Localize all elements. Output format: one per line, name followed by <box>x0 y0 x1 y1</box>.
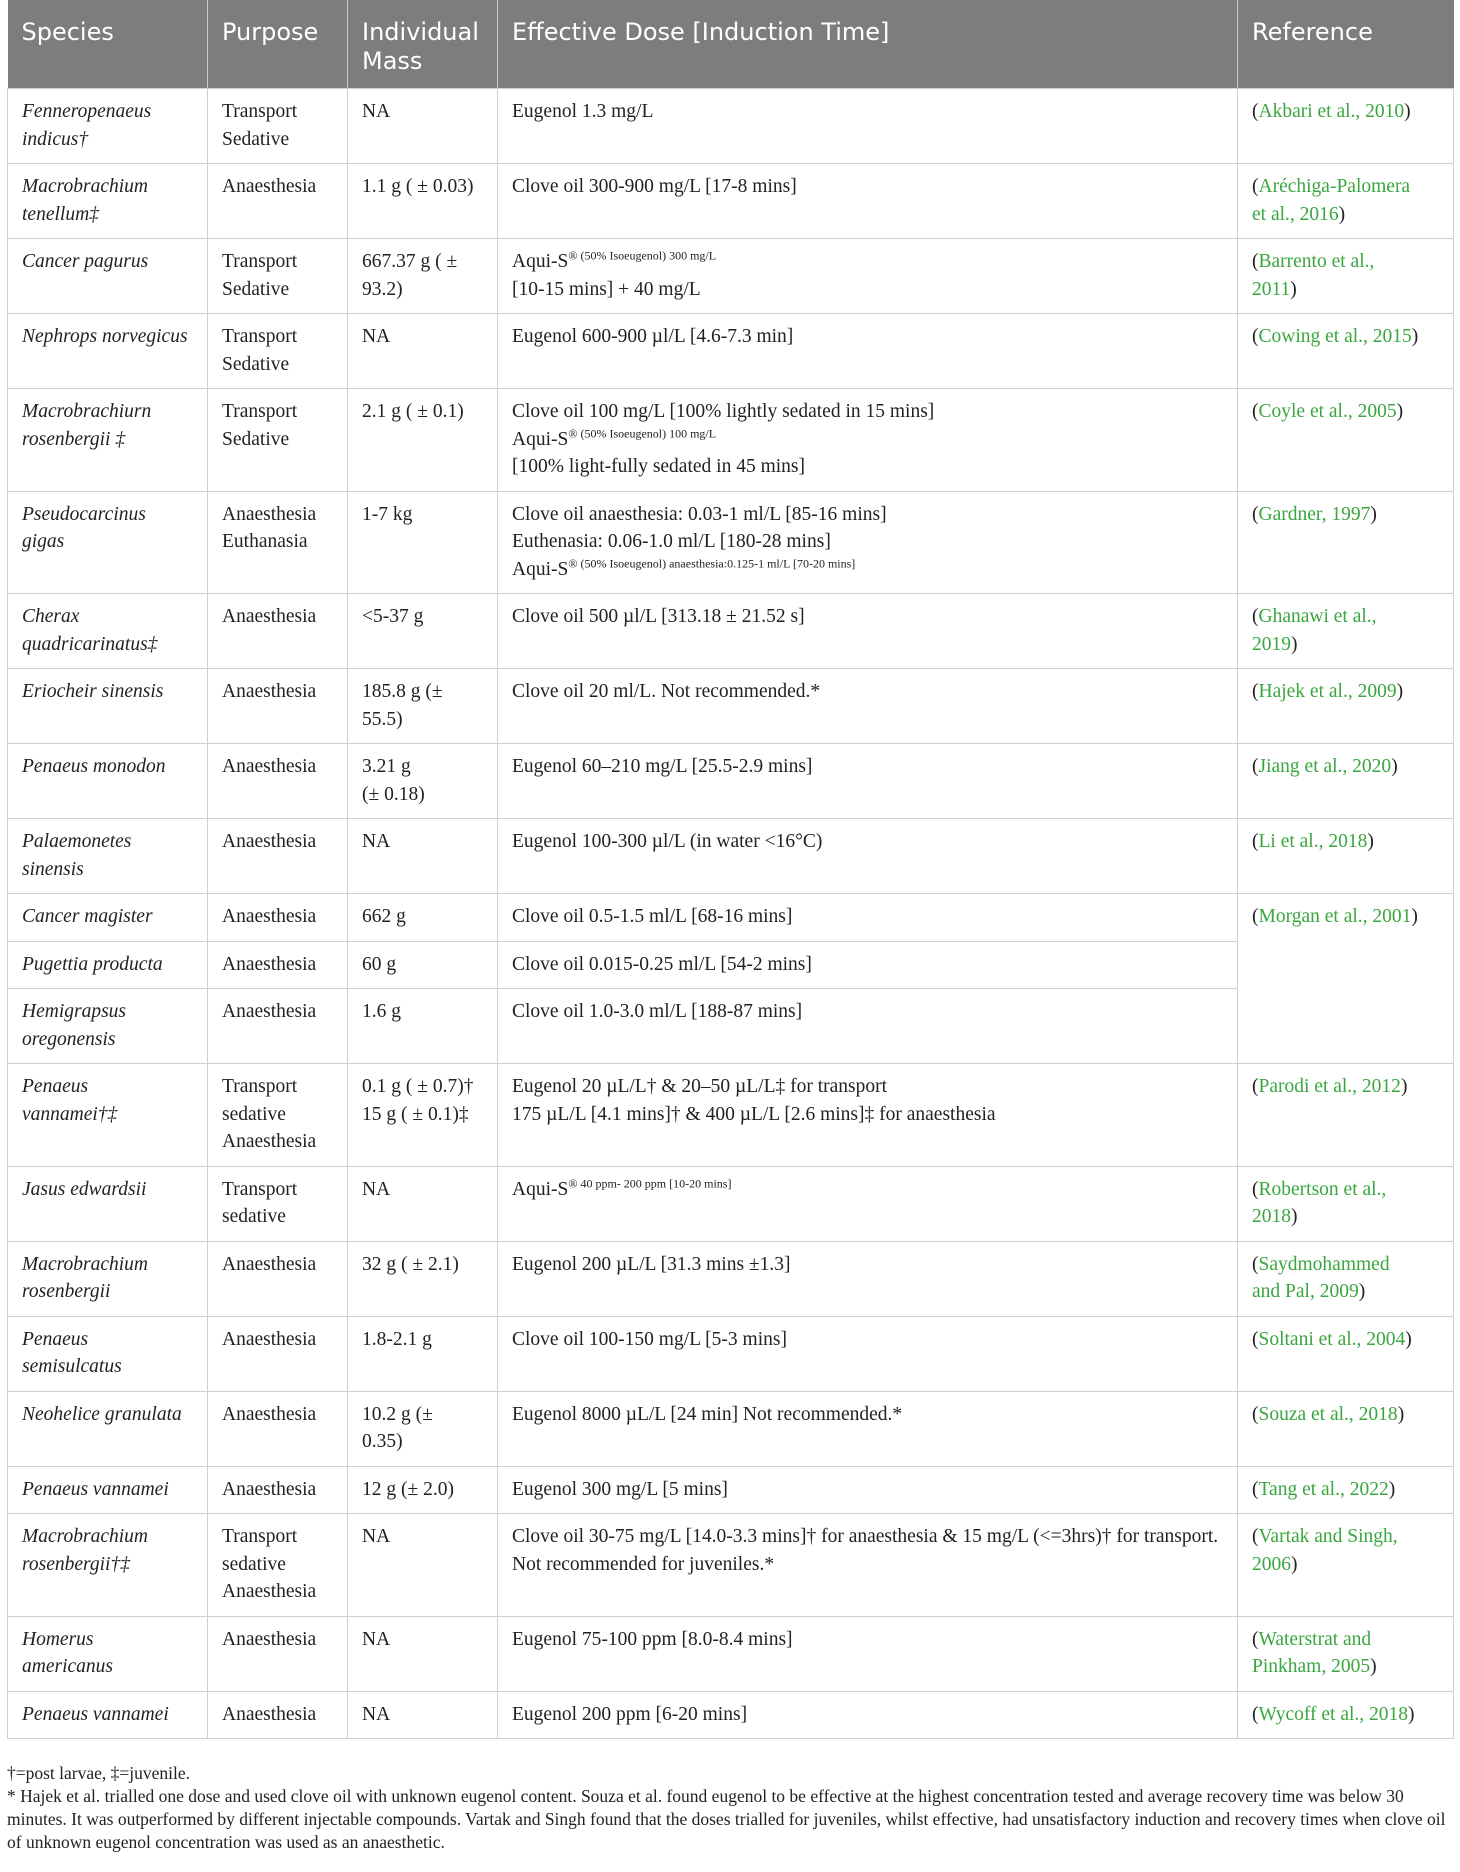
table-row <box>8 1316 1454 1391</box>
mass-cell: NA <box>348 1616 498 1691</box>
reference-link[interactable]: (Akbari et al., 2010) <box>1238 89 1454 164</box>
table-row <box>8 1616 1454 1691</box>
header-effective-dose: Effective Dose [Induction Time] <box>498 0 1238 89</box>
purpose-cell: Transport Sedative <box>208 314 348 389</box>
purpose-cell: Anaesthesia <box>208 1616 348 1691</box>
species-cell: Homerus americanus <box>8 1616 208 1691</box>
dose-cell: Eugenol 20 µL/L† & 20–50 µL/L‡ for transport 175 µL/L [4.1 mins]† & 400 µL/L [2.6 mins]‡ for anaesthesia <box>498 1064 1238 1167</box>
dose-cell: Clove oil 1.0-3.0 ml/L [188-87 mins] <box>498 989 1238 1064</box>
dose-cell: Aqui-$S^{® (50\% Isoeugenol) 300 mg/L}$ [10-15 mins] + 40 mg/L <box>498 239 1238 314</box>
species-cell: Cherax quadricarinatus‡ <box>8 594 208 669</box>
reference-link[interactable]: (Hajek et al., 2009) <box>1238 669 1454 744</box>
mass-cell: <5-37 g <box>348 594 498 669</box>
purpose-cell: Transport sedative <box>208 1166 348 1241</box>
mass-cell: 60 g <box>348 941 498 989</box>
reference-link[interactable]: (Cowing et al., 2015) <box>1238 314 1454 389</box>
table-row <box>8 1241 1454 1316</box>
species-cell: Penaeus vannamei†‡ <box>8 1064 208 1167</box>
species-cell: Penaeus vannamei <box>8 1691 208 1739</box>
purpose-cell: Anaesthesia <box>208 669 348 744</box>
mass-cell: 2.1 g ( ± 0.1) <box>348 389 498 492</box>
purpose-cell: Anaesthesia <box>208 1691 348 1739</box>
table-row <box>8 491 1454 594</box>
table-row <box>8 894 1454 942</box>
purpose-cell: Anaesthesia <box>208 989 348 1064</box>
registered-mark: ® 40 ppm- 200 ppm [10-20 mins] <box>568 1176 732 1190</box>
table-row <box>8 164 1454 239</box>
reference-link[interactable]: (Barrento et al., 2011) <box>1238 239 1454 314</box>
species-cell: Cancer magister <box>8 894 208 942</box>
purpose-cell: Anaesthesia <box>208 1316 348 1391</box>
header-row <box>8 0 1454 89</box>
mass-cell: NA <box>348 1691 498 1739</box>
reference-link[interactable]: (Ghanawi et al., 2019) <box>1238 594 1454 669</box>
purpose-cell: Transport sedative Anaesthesia <box>208 1064 348 1167</box>
reference-link[interactable]: (Robertson et al., 2018) <box>1238 1166 1454 1241</box>
species-cell: Cancer pagurus <box>8 239 208 314</box>
species-cell: Macrobrachium tenellum‡ <box>8 164 208 239</box>
dose-cell: Eugenol 1.3 mg/L <box>498 89 1238 164</box>
table-row <box>8 1514 1454 1617</box>
dose-cell: Eugenol 100-300 µl/L (in water <16°C) <box>498 819 1238 894</box>
table-row <box>8 819 1454 894</box>
mass-cell: NA <box>348 89 498 164</box>
reference-link[interactable]: (Gardner, 1997) <box>1238 491 1454 594</box>
reference-link[interactable]: (Jiang et al., 2020) <box>1238 744 1454 819</box>
species-cell: Macrobrachiurn rosenbergii ‡ <box>8 389 208 492</box>
table-row <box>8 314 1454 389</box>
species-cell: Penaeus semisulcatus <box>8 1316 208 1391</box>
dose-cell: Aqui-$S^{® 40 ppm- 200 ppm [10-20 mins]}$ <box>498 1166 1238 1241</box>
header-species: Species <box>8 0 208 89</box>
mass-cell: 12 g (± 2.0) <box>348 1466 498 1514</box>
table-row <box>8 989 1454 1064</box>
reference-link[interactable]: (Vartak and Singh, 2006) <box>1238 1514 1454 1617</box>
purpose-cell: Anaesthesia <box>208 594 348 669</box>
reference-link[interactable]: (Coyle et al., 2005) <box>1238 389 1454 492</box>
mass-cell: 1.8-2.1 g <box>348 1316 498 1391</box>
table-row <box>8 1391 1454 1466</box>
table-row <box>8 239 1454 314</box>
reference-link[interactable]: (Aréchiga-Palomera et al., 2016) <box>1238 164 1454 239</box>
registered-mark: ® (50% Isoeugenol) 100 mg/L <box>568 426 717 440</box>
footnote-symbols: †=post larvae, ‡=juvenile. <box>7 1763 191 1783</box>
mass-cell: NA <box>348 314 498 389</box>
purpose-cell: Anaesthesia <box>208 894 348 942</box>
mass-cell: 32 g ( ± 2.1) <box>348 1241 498 1316</box>
purpose-cell: Anaesthesia <box>208 819 348 894</box>
species-cell: Neohelice granulata <box>8 1391 208 1466</box>
registered-mark: ® (50% Isoeugenol) anaesthesia:0.125-1 ml/L [70-20 mins] <box>568 556 856 570</box>
anaesthetic-dose-table <box>7 0 1454 1739</box>
reference-link[interactable]: (Waterstrat and Pinkham, 2005) <box>1238 1616 1454 1691</box>
dose-cell: Clove oil 500 µl/L [313.18 ± 21.52 s] <box>498 594 1238 669</box>
table-row <box>8 89 1454 164</box>
reference-link[interactable]: (Morgan et al., 2001) <box>1238 894 1454 1064</box>
mass-cell: 667.37 g ( ± 93.2) <box>348 239 498 314</box>
dose-cell: Eugenol 600-900 µl/L [4.6-7.3 min] <box>498 314 1238 389</box>
reference-link[interactable]: (Tang et al., 2022) <box>1238 1466 1454 1514</box>
mass-cell: 1.1 g ( ± 0.03) <box>348 164 498 239</box>
purpose-cell: Anaesthesia <box>208 941 348 989</box>
purpose-cell: Anaesthesia <box>208 1391 348 1466</box>
species-cell: Nephrops norvegicus <box>8 314 208 389</box>
mass-cell: 185.8 g (± 55.5) <box>348 669 498 744</box>
footnote-explanation: * Hajek et al. trialled one dose and used clove oil with unknown eugenol content. Souza et al. found eugenol to be effective at the highest concentration tested and average recovery time was below 30 minutes. It was outperformed by different injectable compounds. Vartak and Singh found that the doses trialled for juveniles, whilst effective, had unsatisfactory induction and recovery times when clove oil of unknown eugenol concentration was used as an anaesthetic. <box>7 1786 1446 1852</box>
table-row <box>8 1064 1454 1167</box>
dose-cell: Clove oil 100-150 mg/L [5-3 mins] <box>498 1316 1238 1391</box>
species-cell: Pugettia producta <box>8 941 208 989</box>
mass-cell: NA <box>348 819 498 894</box>
dose-cell: Clove oil 100 mg/L [100% lightly sedated in 15 mins] Aqui-$S^{® (50\% Isoeugenol) 100 mg/L}$ [100% light-fully sedated in 45 mins] <box>498 389 1238 492</box>
dose-cell: Clove oil 20 ml/L. Not recommended.* <box>498 669 1238 744</box>
purpose-cell: Transport sedative Anaesthesia <box>208 1514 348 1617</box>
dose-cell: Eugenol 300 mg/L [5 mins] <box>498 1466 1238 1514</box>
dose-cell: Clove oil 0.5-1.5 ml/L [68-16 mins] <box>498 894 1238 942</box>
purpose-cell: Anaesthesia <box>208 1466 348 1514</box>
dose-cell: Clove oil 300-900 mg/L [17-8 mins] <box>498 164 1238 239</box>
header-reference: Reference <box>1238 0 1454 89</box>
reference-link[interactable]: (Souza et al., 2018) <box>1238 1391 1454 1466</box>
reference-link[interactable]: (Soltani et al., 2004) <box>1238 1316 1454 1391</box>
dose-cell: Clove oil 0.015-0.25 ml/L [54-2 mins] <box>498 941 1238 989</box>
mass-cell: NA <box>348 1514 498 1617</box>
purpose-cell: Transport Sedative <box>208 89 348 164</box>
header-purpose: Purpose <box>208 0 348 89</box>
mass-cell: 1-7 kg <box>348 491 498 594</box>
purpose-cell: Anaesthesia Euthanasia <box>208 491 348 594</box>
table-row <box>8 1166 1454 1241</box>
table-row <box>8 1691 1454 1739</box>
species-cell: Macrobrachium rosenbergii <box>8 1241 208 1316</box>
reference-link[interactable]: (Parodi et al., 2012) <box>1238 1064 1454 1167</box>
mass-cell: 0.1 g ( ± 0.7)† 15 g ( ± 0.1)‡ <box>348 1064 498 1167</box>
registered-mark: ® (50% Isoeugenol) 300 mg/L <box>568 248 717 263</box>
dose-cell: Eugenol 8000 µL/L [24 min] Not recommended.* <box>498 1391 1238 1466</box>
table-footnotes <box>7 1762 1453 1854</box>
dose-cell: Eugenol 200 ppm [6-20 mins] <box>498 1691 1238 1739</box>
species-cell: Penaeus vannamei <box>8 1466 208 1514</box>
species-cell: Eriocheir sinensis <box>8 669 208 744</box>
species-cell: Fenneropenaeus indicus† <box>8 89 208 164</box>
purpose-cell: Transport Sedative <box>208 239 348 314</box>
table-row <box>8 941 1454 989</box>
dose-cell: Eugenol 60–210 mg/L [25.5-2.9 mins] <box>498 744 1238 819</box>
dose-cell: Eugenol 75-100 ppm [8.0-8.4 mins] <box>498 1616 1238 1691</box>
mass-cell: 1.6 g <box>348 989 498 1064</box>
table-row <box>8 1466 1454 1514</box>
table-row <box>8 744 1454 819</box>
dose-cell: Eugenol 200 µL/L [31.3 mins ±1.3] <box>498 1241 1238 1316</box>
species-cell: Pseudocarcinus gigas <box>8 491 208 594</box>
purpose-cell: Anaesthesia <box>208 1241 348 1316</box>
species-cell: Macrobrachium rosenbergii†‡ <box>8 1514 208 1617</box>
dose-cell: Clove oil 30-75 mg/L [14.0-3.3 mins]† for anaesthesia & 15 mg/L (<=3hrs)† for transport. Not recommended for juveniles.* <box>498 1514 1238 1617</box>
mass-cell: 3.21 g (± 0.18) <box>348 744 498 819</box>
reference-link[interactable]: (Li et al., 2018) <box>1238 819 1454 894</box>
species-cell: Palaemonetes sinensis <box>8 819 208 894</box>
table-row <box>8 594 1454 669</box>
mass-cell: 10.2 g (± 0.35) <box>348 1391 498 1466</box>
purpose-cell: Anaesthesia <box>208 744 348 819</box>
mass-cell: 662 g <box>348 894 498 942</box>
header-individual-mass: Individual Mass <box>348 0 498 89</box>
dose-cell: Clove oil anaesthesia: 0.03-1 ml/L [85-16 mins] Euthenasia: 0.06-1.0 ml/L [180-28 mins] Aqui-$S^{® (50\% Isoeugenol) anaesthesia:0.125-1 ml/L [70-20 mins]}$ <box>498 491 1238 594</box>
table-container <box>7 0 1453 1739</box>
purpose-cell: Anaesthesia <box>208 164 348 239</box>
mass-cell: NA <box>348 1166 498 1241</box>
table-row <box>8 669 1454 744</box>
table-row <box>8 389 1454 492</box>
species-cell: Jasus edwardsii <box>8 1166 208 1241</box>
reference-link[interactable]: (Wycoff et al., 2018) <box>1238 1691 1454 1739</box>
purpose-cell: Transport Sedative <box>208 389 348 492</box>
reference-link[interactable]: (Saydmohammed and Pal, 2009) <box>1238 1241 1454 1316</box>
species-cell: Penaeus monodon <box>8 744 208 819</box>
species-cell: Hemigrapsus oregonensis <box>8 989 208 1064</box>
